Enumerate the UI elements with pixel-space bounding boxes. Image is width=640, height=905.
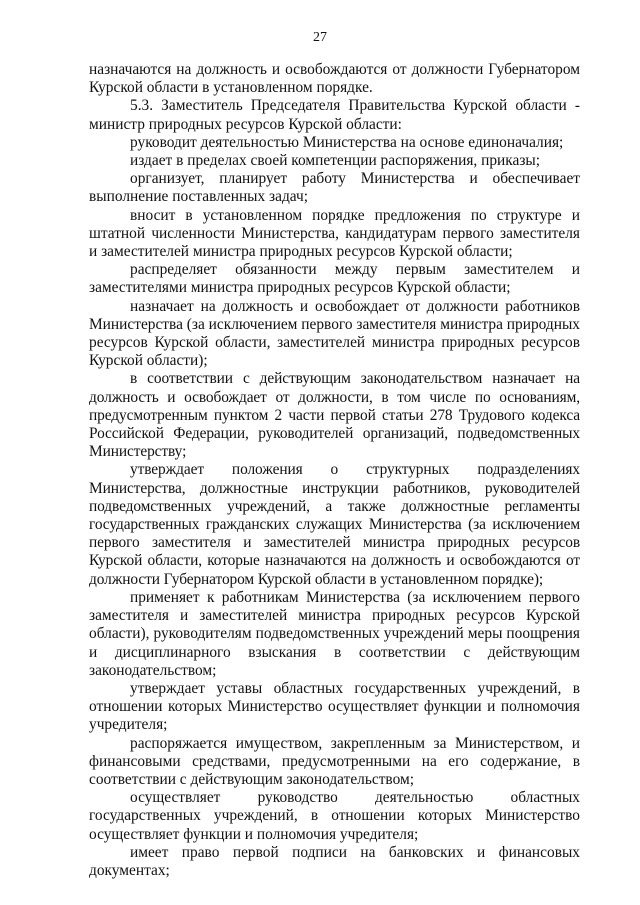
paragraph-continuation: назначаются на должность и освобождаются от должности Губернатором Курской области в установленном порядке.: [89, 61, 580, 97]
page-number: 27: [313, 30, 327, 45]
paragraph-duty: имеет право первой подписи на банковских и финансовых документах;: [89, 843, 580, 879]
paragraph-duty: издает в пределах своей компетенции распоряжения, приказы;: [130, 152, 541, 170]
paragraph-duty: организует, планирует работу Министерства и обеспечивает выполнение поставленных задач;: [89, 170, 580, 206]
paragraph-duty: утверждает уставы областных государственных учреждений, в отношении которых Министерство осуществляет функции и полномочия учредителя;: [89, 679, 580, 734]
paragraph-duty: распределяет обязанности между первым заместителем и заместителями министра природных ресурсов Курской области;: [89, 261, 580, 297]
paragraph-duty: в соответствии с действующим законодательством назначает на должность и освобождает от должности, в том числе по основаниям, предусмотренным пунктом 2 части первой статьи 278 Трудового кодекса Российской Федерации, руководителей организаций, подведомственных Министерству;: [89, 370, 580, 461]
paragraph-duty: применяет к работникам Министерства (за исключением первого заместителя и заместителей министра природных ресурсов Курской области), руководителям подведомственных учреждений меры поощрения и дисциплинарного взыскания в соответствии с действующим законодательством;: [89, 588, 580, 679]
paragraph-section-5-3-heading: 5.3. Заместитель Председателя Правительства Курской области - министр природных ресурсов Курской области:: [89, 97, 580, 133]
paragraph-duty: распоряжается имуществом, закрепленным за Министерством, и финансовыми средствами, предусмотренными на его содержание, в соответствии с действующим законодательством;: [89, 734, 580, 788]
paragraph-duty: утверждает положения о структурных подразделениях Министерства, должностные инструкции работников, руководителей подведомственных учреждений, а также должностные регламенты государственных гражданских служащих Министерства (за исключением первого заместителя и заместителей министра природных ресурсов Курской области, которые назначаются на должность и освобождаются от должности Губернатором Курской области в установленном порядке);: [89, 461, 580, 588]
paragraph-duty: назначает на должность и освобождает от должности работников Министерства (за исключением первого заместителя министра природных ресурсов Курской области, заместителей министра природных ресурсов Курской области);: [89, 297, 580, 370]
paragraph-duty: руководит деятельностью Министерства на основе единоначалия;: [130, 133, 564, 151]
paragraph-duty: осуществляет руководство деятельностью областных государственных учреждений, в отношении которых Министерство осуществляет функции и полномочия учредителя;: [89, 789, 580, 843]
paragraph-duty: вносит в установленном порядке предложения по структуре и штатной численности Министерства, кандидатурам первого заместителя и заместителей министра природных ресурсов Курской области;: [89, 206, 580, 261]
document-body: [89, 61, 580, 880]
